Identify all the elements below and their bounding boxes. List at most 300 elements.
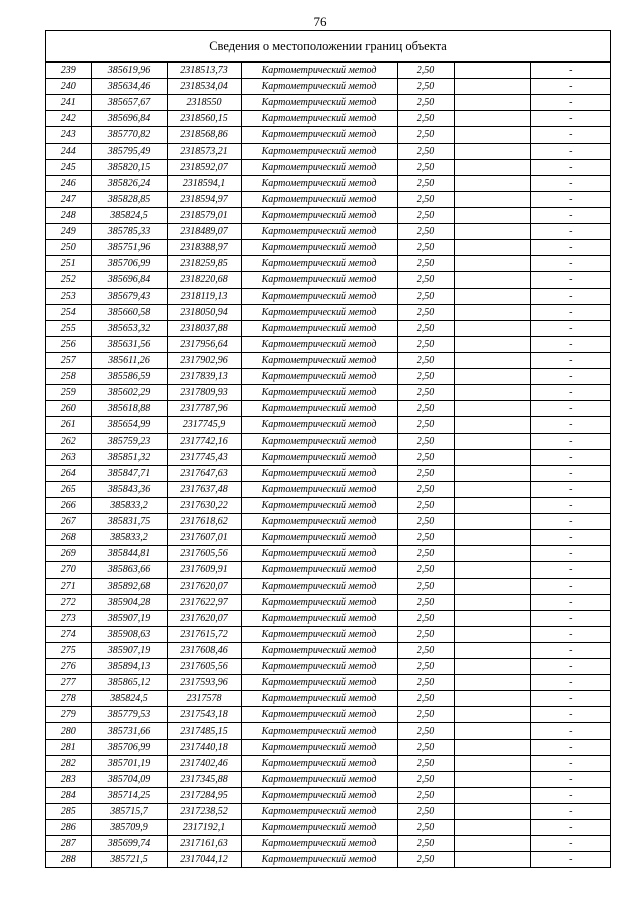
accuracy-cell: 2,50 xyxy=(397,433,454,449)
description-cell: - xyxy=(530,272,611,288)
accuracy-cell: 2,50 xyxy=(397,594,454,610)
y-coordinate-cell: 2318573,21 xyxy=(167,143,241,159)
point-number-cell: 270 xyxy=(46,562,91,578)
y-coordinate-cell: 2317615,72 xyxy=(167,626,241,642)
accuracy-cell: 2,50 xyxy=(397,159,454,175)
point-number-cell: 253 xyxy=(46,288,91,304)
method-cell: Картометрический метод xyxy=(241,626,397,642)
accuracy-cell: 2,50 xyxy=(397,642,454,658)
empty-cell xyxy=(454,320,530,336)
point-number-cell: 241 xyxy=(46,95,91,111)
y-coordinate-cell: 2318513,73 xyxy=(167,63,241,79)
point-number-cell: 259 xyxy=(46,385,91,401)
x-coordinate-cell: 385894,13 xyxy=(91,659,167,675)
x-coordinate-cell: 385779,53 xyxy=(91,707,167,723)
empty-cell xyxy=(454,191,530,207)
method-cell: Картометрический метод xyxy=(241,288,397,304)
x-coordinate-cell: 385865,12 xyxy=(91,675,167,691)
point-number-cell: 256 xyxy=(46,336,91,352)
table-row xyxy=(46,642,611,658)
point-number-cell: 273 xyxy=(46,610,91,626)
y-coordinate-cell: 2317605,56 xyxy=(167,546,241,562)
y-coordinate-cell: 2317284,95 xyxy=(167,787,241,803)
point-number-cell: 248 xyxy=(46,207,91,223)
y-coordinate-cell: 2317605,56 xyxy=(167,659,241,675)
x-coordinate-cell: 385631,56 xyxy=(91,336,167,352)
y-coordinate-cell: 2317440,18 xyxy=(167,739,241,755)
x-coordinate-cell: 385653,32 xyxy=(91,320,167,336)
y-coordinate-cell: 2317044,12 xyxy=(167,852,241,868)
y-coordinate-cell: 2317620,07 xyxy=(167,578,241,594)
x-coordinate-cell: 385828,85 xyxy=(91,191,167,207)
accuracy-cell: 2,50 xyxy=(397,191,454,207)
description-cell: - xyxy=(530,675,611,691)
x-coordinate-cell: 385696,84 xyxy=(91,111,167,127)
empty-cell xyxy=(454,336,530,352)
table-row xyxy=(46,707,611,723)
empty-cell xyxy=(454,272,530,288)
y-coordinate-cell: 2317402,46 xyxy=(167,755,241,771)
table-row xyxy=(46,272,611,288)
description-cell: - xyxy=(530,111,611,127)
accuracy-cell: 2,50 xyxy=(397,659,454,675)
x-coordinate-cell: 385699,74 xyxy=(91,836,167,852)
description-cell: - xyxy=(530,514,611,530)
y-coordinate-cell: 2318568,86 xyxy=(167,127,241,143)
point-number-cell: 281 xyxy=(46,739,91,755)
table-row xyxy=(46,481,611,497)
description-cell: - xyxy=(530,352,611,368)
x-coordinate-cell: 385759,23 xyxy=(91,433,167,449)
x-coordinate-cell: 385706,99 xyxy=(91,739,167,755)
method-cell: Картометрический метод xyxy=(241,804,397,820)
y-coordinate-cell: 2318592,07 xyxy=(167,159,241,175)
accuracy-cell: 2,50 xyxy=(397,417,454,433)
table-row xyxy=(46,546,611,562)
method-cell: Картометрический метод xyxy=(241,240,397,256)
description-cell: - xyxy=(530,417,611,433)
table-row xyxy=(46,691,611,707)
description-cell: - xyxy=(530,207,611,223)
x-coordinate-cell: 385706,99 xyxy=(91,256,167,272)
table-row xyxy=(46,836,611,852)
table-row xyxy=(46,240,611,256)
table-row xyxy=(46,385,611,401)
point-number-cell: 254 xyxy=(46,304,91,320)
x-coordinate-cell: 385833,2 xyxy=(91,497,167,513)
method-cell: Картометрический метод xyxy=(241,546,397,562)
method-cell: Картометрический метод xyxy=(241,159,397,175)
accuracy-cell: 2,50 xyxy=(397,465,454,481)
table-row xyxy=(46,127,611,143)
table-row xyxy=(46,159,611,175)
description-cell: - xyxy=(530,288,611,304)
accuracy-cell: 2,50 xyxy=(397,610,454,626)
description-cell: - xyxy=(530,191,611,207)
method-cell: Картометрический метод xyxy=(241,385,397,401)
method-cell: Картометрический метод xyxy=(241,256,397,272)
accuracy-cell: 2,50 xyxy=(397,675,454,691)
description-cell: - xyxy=(530,642,611,658)
point-number-cell: 242 xyxy=(46,111,91,127)
y-coordinate-cell: 2317543,18 xyxy=(167,707,241,723)
empty-cell xyxy=(454,224,530,240)
y-coordinate-cell: 2317745,43 xyxy=(167,449,241,465)
x-coordinate-cell: 385709,9 xyxy=(91,820,167,836)
method-cell: Картометрический метод xyxy=(241,481,397,497)
point-number-cell: 257 xyxy=(46,352,91,368)
table-row xyxy=(46,787,611,803)
point-number-cell: 267 xyxy=(46,514,91,530)
method-cell: Картометрический метод xyxy=(241,304,397,320)
y-coordinate-cell: 2318489,07 xyxy=(167,224,241,240)
x-coordinate-cell: 385826,24 xyxy=(91,175,167,191)
table-row xyxy=(46,771,611,787)
y-coordinate-cell: 2317609,91 xyxy=(167,562,241,578)
point-number-cell: 268 xyxy=(46,530,91,546)
description-cell: - xyxy=(530,465,611,481)
x-coordinate-cell: 385657,67 xyxy=(91,95,167,111)
description-cell: - xyxy=(530,79,611,95)
point-number-cell: 275 xyxy=(46,642,91,658)
accuracy-cell: 2,50 xyxy=(397,224,454,240)
method-cell: Картометрический метод xyxy=(241,514,397,530)
table-row xyxy=(46,497,611,513)
accuracy-cell: 2,50 xyxy=(397,771,454,787)
method-cell: Картометрический метод xyxy=(241,401,397,417)
table-row xyxy=(46,143,611,159)
method-cell: Картометрический метод xyxy=(241,675,397,691)
point-number-cell: 244 xyxy=(46,143,91,159)
description-cell: - xyxy=(530,691,611,707)
accuracy-cell: 2,50 xyxy=(397,449,454,465)
point-number-cell: 271 xyxy=(46,578,91,594)
method-cell: Картометрический метод xyxy=(241,79,397,95)
description-cell: - xyxy=(530,820,611,836)
table-row xyxy=(46,562,611,578)
empty-cell xyxy=(454,127,530,143)
table-row xyxy=(46,111,611,127)
accuracy-cell: 2,50 xyxy=(397,755,454,771)
y-coordinate-cell: 2317607,01 xyxy=(167,530,241,546)
x-coordinate-cell: 385586,59 xyxy=(91,369,167,385)
empty-cell xyxy=(454,626,530,642)
point-number-cell: 249 xyxy=(46,224,91,240)
accuracy-cell: 2,50 xyxy=(397,111,454,127)
description-cell: - xyxy=(530,127,611,143)
description-cell: - xyxy=(530,530,611,546)
empty-cell xyxy=(454,675,530,691)
y-coordinate-cell: 2317745,9 xyxy=(167,417,241,433)
method-cell: Картометрический метод xyxy=(241,562,397,578)
empty-cell xyxy=(454,804,530,820)
table-row xyxy=(46,63,611,79)
description-cell: - xyxy=(530,836,611,852)
empty-cell xyxy=(454,240,530,256)
table-row xyxy=(46,288,611,304)
accuracy-cell: 2,50 xyxy=(397,272,454,288)
empty-cell xyxy=(454,723,530,739)
method-cell: Картометрический метод xyxy=(241,707,397,723)
point-number-cell: 287 xyxy=(46,836,91,852)
method-cell: Картометрический метод xyxy=(241,191,397,207)
x-coordinate-cell: 385751,96 xyxy=(91,240,167,256)
empty-cell xyxy=(454,497,530,513)
accuracy-cell: 2,50 xyxy=(397,578,454,594)
method-cell: Картометрический метод xyxy=(241,272,397,288)
table-row xyxy=(46,79,611,95)
x-coordinate-cell: 385701,19 xyxy=(91,755,167,771)
empty-cell xyxy=(454,175,530,191)
table-row xyxy=(46,304,611,320)
method-cell: Картометрический метод xyxy=(241,224,397,240)
method-cell: Картометрический метод xyxy=(241,530,397,546)
method-cell: Картометрический метод xyxy=(241,127,397,143)
x-coordinate-cell: 385770,82 xyxy=(91,127,167,143)
empty-cell xyxy=(454,594,530,610)
description-cell: - xyxy=(530,610,611,626)
y-coordinate-cell: 2317618,62 xyxy=(167,514,241,530)
x-coordinate-cell: 385618,88 xyxy=(91,401,167,417)
accuracy-cell: 2,50 xyxy=(397,707,454,723)
table-row xyxy=(46,755,611,771)
point-number-cell: 272 xyxy=(46,594,91,610)
method-cell: Картометрический метод xyxy=(241,642,397,658)
x-coordinate-cell: 385843,36 xyxy=(91,481,167,497)
accuracy-cell: 2,50 xyxy=(397,497,454,513)
point-number-cell: 246 xyxy=(46,175,91,191)
method-cell: Картометрический метод xyxy=(241,175,397,191)
description-cell: - xyxy=(530,336,611,352)
accuracy-cell: 2,50 xyxy=(397,530,454,546)
y-coordinate-cell: 2318119,13 xyxy=(167,288,241,304)
x-coordinate-cell: 385731,66 xyxy=(91,723,167,739)
y-coordinate-cell: 2317742,16 xyxy=(167,433,241,449)
accuracy-cell: 2,50 xyxy=(397,787,454,803)
accuracy-cell: 2,50 xyxy=(397,95,454,111)
description-cell: - xyxy=(530,562,611,578)
point-number-cell: 255 xyxy=(46,320,91,336)
empty-cell xyxy=(454,787,530,803)
y-coordinate-cell: 2318560,15 xyxy=(167,111,241,127)
x-coordinate-cell: 385654,99 xyxy=(91,417,167,433)
table-row xyxy=(46,401,611,417)
x-coordinate-cell: 385679,43 xyxy=(91,288,167,304)
accuracy-cell: 2,50 xyxy=(397,691,454,707)
point-number-cell: 279 xyxy=(46,707,91,723)
description-cell: - xyxy=(530,852,611,868)
empty-cell xyxy=(454,449,530,465)
x-coordinate-cell: 385907,19 xyxy=(91,642,167,658)
point-number-cell: 252 xyxy=(46,272,91,288)
table-row xyxy=(46,675,611,691)
accuracy-cell: 2,50 xyxy=(397,481,454,497)
description-cell: - xyxy=(530,95,611,111)
accuracy-cell: 2,50 xyxy=(397,207,454,223)
y-coordinate-cell: 2317345,88 xyxy=(167,771,241,787)
x-coordinate-cell: 385820,15 xyxy=(91,159,167,175)
x-coordinate-cell: 385619,96 xyxy=(91,63,167,79)
y-coordinate-cell: 2317620,07 xyxy=(167,610,241,626)
x-coordinate-cell: 385795,49 xyxy=(91,143,167,159)
point-number-cell: 245 xyxy=(46,159,91,175)
point-number-cell: 280 xyxy=(46,723,91,739)
y-coordinate-cell: 2318579,01 xyxy=(167,207,241,223)
accuracy-cell: 2,50 xyxy=(397,804,454,820)
x-coordinate-cell: 385714,25 xyxy=(91,787,167,803)
method-cell: Картометрический метод xyxy=(241,852,397,868)
method-cell: Картометрический метод xyxy=(241,836,397,852)
method-cell: Картометрический метод xyxy=(241,433,397,449)
empty-cell xyxy=(454,659,530,675)
empty-cell xyxy=(454,852,530,868)
table-row xyxy=(46,852,611,868)
table-row xyxy=(46,224,611,240)
point-number-cell: 247 xyxy=(46,191,91,207)
description-cell: - xyxy=(530,546,611,562)
point-number-cell: 285 xyxy=(46,804,91,820)
accuracy-cell: 2,50 xyxy=(397,79,454,95)
y-coordinate-cell: 2318550 xyxy=(167,95,241,111)
accuracy-cell: 2,50 xyxy=(397,723,454,739)
x-coordinate-cell: 385904,28 xyxy=(91,594,167,610)
point-number-cell: 266 xyxy=(46,497,91,513)
empty-cell xyxy=(454,578,530,594)
point-number-cell: 243 xyxy=(46,127,91,143)
method-cell: Картометрический метод xyxy=(241,369,397,385)
description-cell: - xyxy=(530,481,611,497)
page-number: 76 xyxy=(313,14,327,29)
point-number-cell: 274 xyxy=(46,626,91,642)
accuracy-cell: 2,50 xyxy=(397,836,454,852)
accuracy-cell: 2,50 xyxy=(397,626,454,642)
point-number-cell: 283 xyxy=(46,771,91,787)
description-cell: - xyxy=(530,369,611,385)
point-number-cell: 286 xyxy=(46,820,91,836)
empty-cell xyxy=(454,369,530,385)
point-number-cell: 258 xyxy=(46,369,91,385)
point-number-cell: 263 xyxy=(46,449,91,465)
empty-cell xyxy=(454,159,530,175)
empty-cell xyxy=(454,95,530,111)
x-coordinate-cell: 385847,71 xyxy=(91,465,167,481)
method-cell: Картометрический метод xyxy=(241,63,397,79)
empty-cell xyxy=(454,739,530,755)
empty-cell xyxy=(454,79,530,95)
description-cell: - xyxy=(530,63,611,79)
method-cell: Картометрический метод xyxy=(241,820,397,836)
y-coordinate-cell: 2317578 xyxy=(167,691,241,707)
table-row xyxy=(46,530,611,546)
y-coordinate-cell: 2318220,68 xyxy=(167,272,241,288)
method-cell: Картометрический метод xyxy=(241,111,397,127)
y-coordinate-cell: 2317902,96 xyxy=(167,352,241,368)
description-cell: - xyxy=(530,707,611,723)
method-cell: Картометрический метод xyxy=(241,771,397,787)
empty-cell xyxy=(454,514,530,530)
accuracy-cell: 2,50 xyxy=(397,546,454,562)
table-row xyxy=(46,191,611,207)
method-cell: Картометрический метод xyxy=(241,739,397,755)
table-heading: Сведения о местоположении границ объекта xyxy=(46,31,610,62)
y-coordinate-cell: 2318037,88 xyxy=(167,320,241,336)
point-number-cell: 240 xyxy=(46,79,91,95)
description-cell: - xyxy=(530,804,611,820)
x-coordinate-cell: 385660,58 xyxy=(91,304,167,320)
empty-cell xyxy=(454,304,530,320)
description-cell: - xyxy=(530,175,611,191)
x-coordinate-cell: 385696,84 xyxy=(91,272,167,288)
description-cell: - xyxy=(530,240,611,256)
method-cell: Картометрический метод xyxy=(241,610,397,626)
y-coordinate-cell: 2317637,48 xyxy=(167,481,241,497)
x-coordinate-cell: 385844,81 xyxy=(91,546,167,562)
x-coordinate-cell: 385785,33 xyxy=(91,224,167,240)
y-coordinate-cell: 2317608,46 xyxy=(167,642,241,658)
y-coordinate-cell: 2317593,96 xyxy=(167,675,241,691)
point-number-cell: 278 xyxy=(46,691,91,707)
accuracy-cell: 2,50 xyxy=(397,385,454,401)
x-coordinate-cell: 385715,7 xyxy=(91,804,167,820)
accuracy-cell: 2,50 xyxy=(397,63,454,79)
accuracy-cell: 2,50 xyxy=(397,127,454,143)
table-row xyxy=(46,417,611,433)
accuracy-cell: 2,50 xyxy=(397,256,454,272)
table-row xyxy=(46,95,611,111)
method-cell: Картометрический метод xyxy=(241,320,397,336)
y-coordinate-cell: 2317647,63 xyxy=(167,465,241,481)
empty-cell xyxy=(454,465,530,481)
description-cell: - xyxy=(530,626,611,642)
empty-cell xyxy=(454,63,530,79)
y-coordinate-cell: 2317192,1 xyxy=(167,820,241,836)
y-coordinate-cell: 2318594,1 xyxy=(167,175,241,191)
y-coordinate-cell: 2317809,93 xyxy=(167,385,241,401)
x-coordinate-cell: 385721,5 xyxy=(91,852,167,868)
point-number-cell: 251 xyxy=(46,256,91,272)
table-row xyxy=(46,207,611,223)
method-cell: Картометрический метод xyxy=(241,449,397,465)
method-cell: Картометрический метод xyxy=(241,578,397,594)
x-coordinate-cell: 385831,75 xyxy=(91,514,167,530)
accuracy-cell: 2,50 xyxy=(397,562,454,578)
method-cell: Картометрический метод xyxy=(241,787,397,803)
table-row xyxy=(46,820,611,836)
description-cell: - xyxy=(530,659,611,675)
description-cell: - xyxy=(530,304,611,320)
accuracy-cell: 2,50 xyxy=(397,320,454,336)
description-cell: - xyxy=(530,143,611,159)
x-coordinate-cell: 385704,09 xyxy=(91,771,167,787)
empty-cell xyxy=(454,481,530,497)
table-row xyxy=(46,723,611,739)
x-coordinate-cell: 385907,19 xyxy=(91,610,167,626)
x-coordinate-cell: 385824,5 xyxy=(91,207,167,223)
table-row xyxy=(46,578,611,594)
table-row xyxy=(46,659,611,675)
empty-cell xyxy=(454,771,530,787)
table-row xyxy=(46,514,611,530)
empty-cell xyxy=(454,401,530,417)
y-coordinate-cell: 2317485,15 xyxy=(167,723,241,739)
y-coordinate-cell: 2317622,97 xyxy=(167,594,241,610)
x-coordinate-cell: 385634,46 xyxy=(91,79,167,95)
description-cell: - xyxy=(530,739,611,755)
table-row xyxy=(46,465,611,481)
y-coordinate-cell: 2318388,97 xyxy=(167,240,241,256)
point-number-cell: 282 xyxy=(46,755,91,771)
empty-cell xyxy=(454,417,530,433)
